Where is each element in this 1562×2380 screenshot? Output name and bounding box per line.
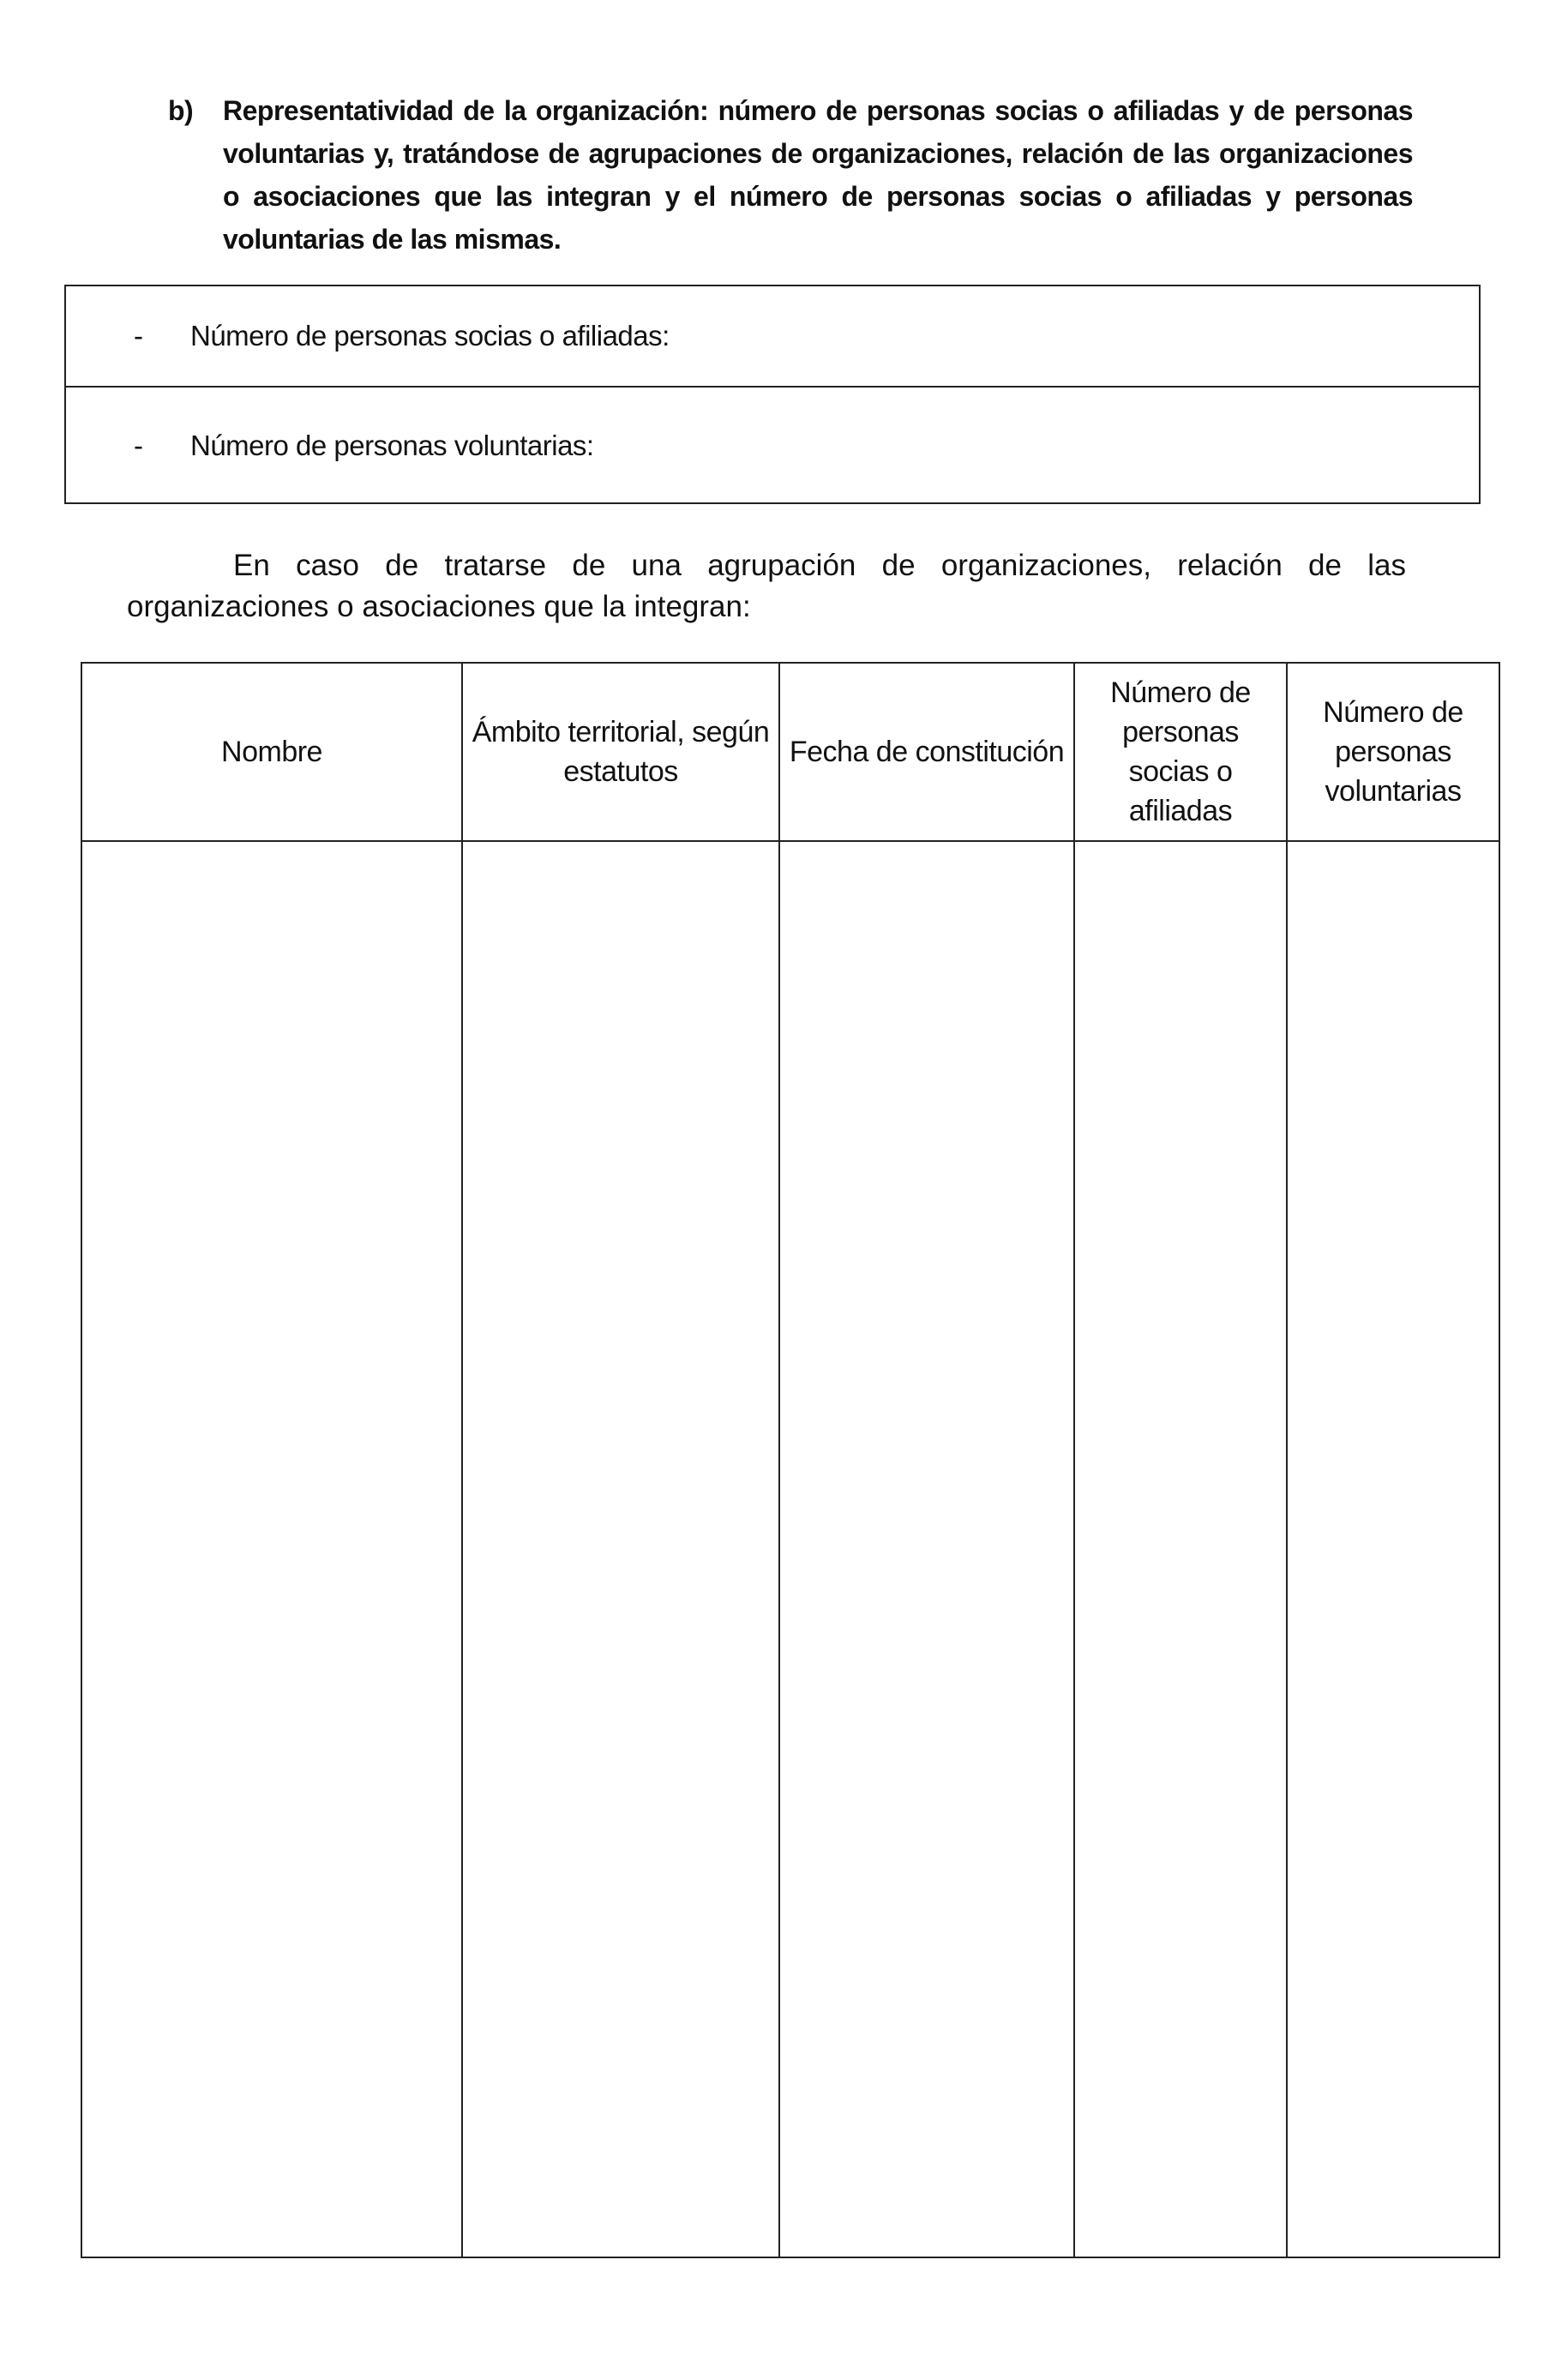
section-b [168, 89, 1413, 261]
column-header-fecha: Fecha de constitución [779, 663, 1074, 841]
cell-nombre[interactable] [81, 841, 462, 2257]
volunteers-count-label: Número de personas voluntarias: [190, 430, 594, 461]
cell-socias[interactable] [1074, 841, 1287, 2257]
table-header-row [81, 663, 1499, 841]
column-header-socias: Número de personas socias o afiliadas [1074, 663, 1287, 841]
section-b-marker: b) [168, 95, 194, 126]
organizations-table [81, 662, 1500, 2258]
column-header-voluntarias: Número de personas voluntarias [1287, 663, 1499, 841]
column-header-nombre: Nombre [81, 663, 462, 841]
column-header-ambito: Ámbito territorial, según estatutos [462, 663, 779, 841]
intro-paragraph: En caso de tratarse de una agrupación de organizaciones, relación de las organizaciones o asociaciones que la integran: [127, 549, 1406, 623]
bullet-dash: - [134, 320, 143, 352]
section-b-heading: Representatividad de la organización: número de personas socias o afiliadas y de personas voluntarias y, tratándose de agrupaciones de organizaciones, relación de las organizaciones o asociaciones que las integran y el número de personas socias o afiliadas y personas voluntarias de las mismas. [223, 95, 1413, 255]
cell-ambito[interactable] [462, 841, 779, 2257]
cell-voluntarias[interactable] [1287, 841, 1499, 2257]
table-row [81, 841, 1499, 2257]
members-count-label: Número de personas socias o afiliadas: [190, 320, 670, 352]
members-count-row[interactable] [66, 286, 1479, 388]
cell-fecha[interactable] [779, 841, 1074, 2257]
membership-info-box [64, 285, 1481, 504]
volunteers-count-row[interactable] [66, 388, 1479, 504]
bullet-dash: - [134, 430, 143, 461]
